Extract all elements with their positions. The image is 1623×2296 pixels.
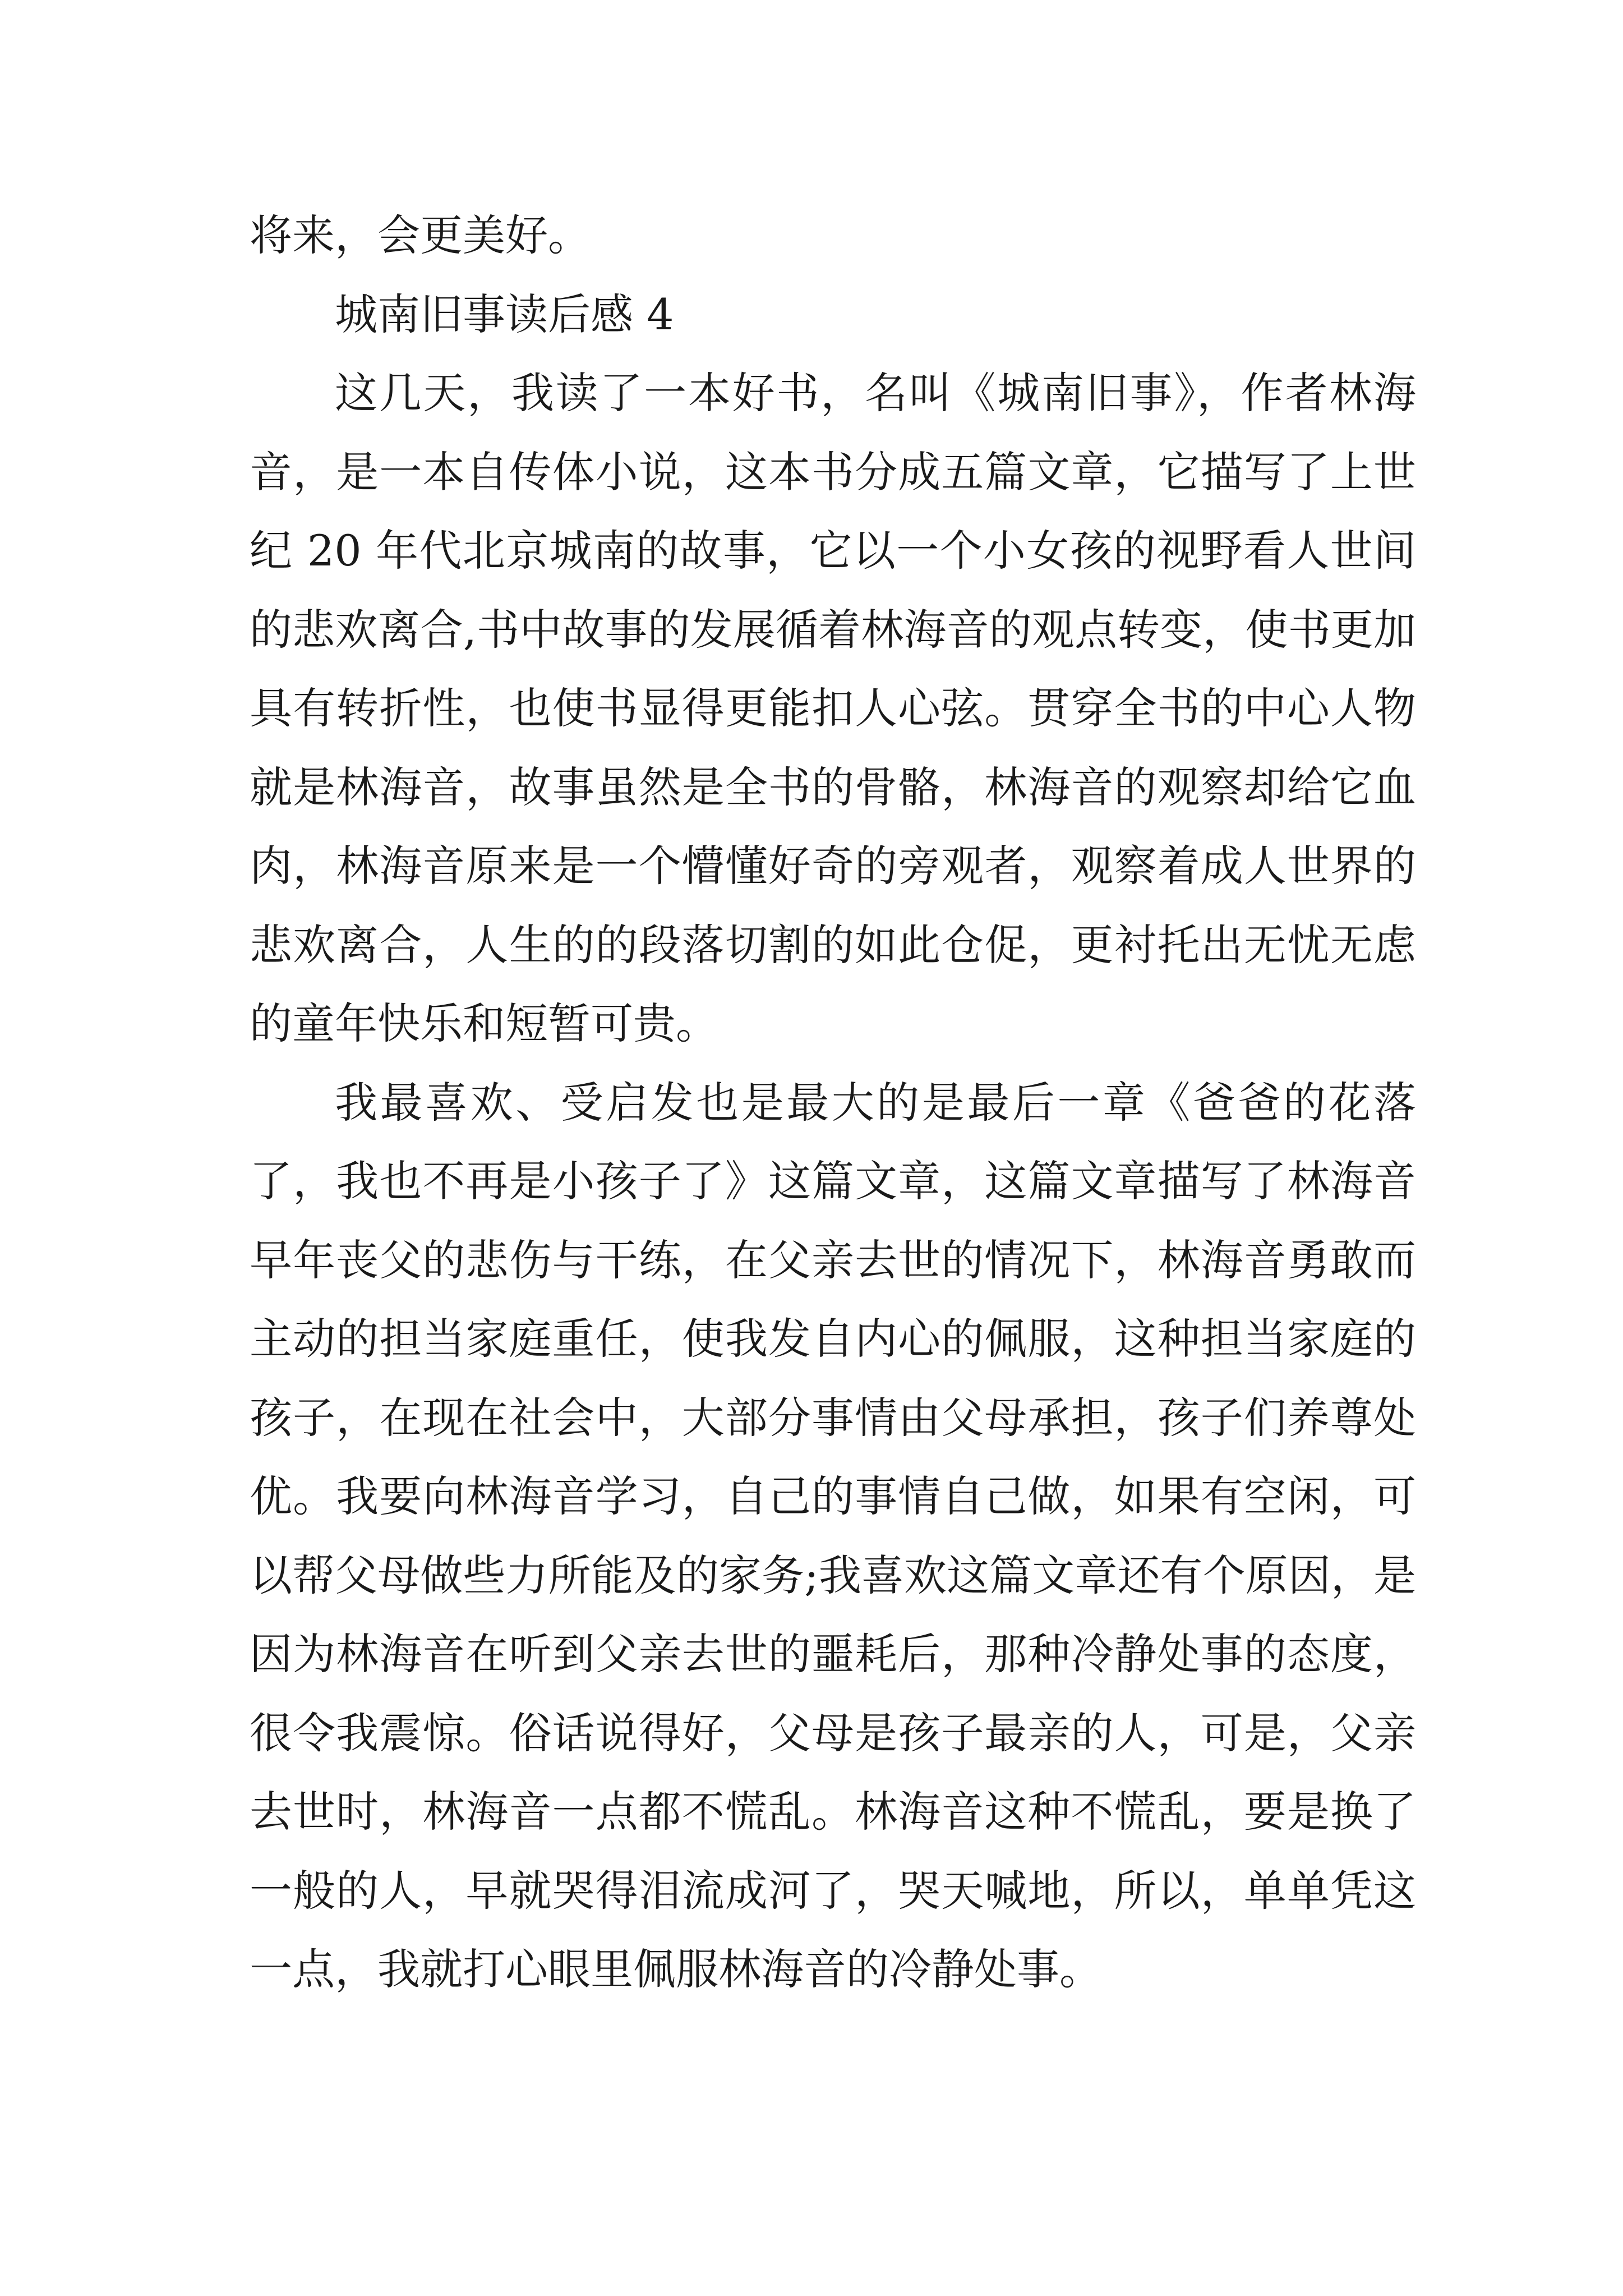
continuation-line: 将来，会更美好。 [250, 210, 591, 260]
paragraph-1: 这几天，我读了一本好书，名叫《城南旧事》，作者林海音，是一本自传体小说，这本书分成五篇文章，它描写了上世纪 20 年代北京城南的故事，它以一个小女孩的视野看人世间的悲欢离合,书中故事的发展循着林海音的观点转变，使书更加具有转折性，也使书显得更能扣人心弦。贯穿全书的中心人物就是林海音，故事虽然是全书的骨骼，林海音的观察却给它血肉，林海音原来是一个懵懂好奇的旁观者，观察着成人世界的悲欢离合，人生的的段落切割的如此仓促，更衬托出无忧无虑的童年快乐和短暂可贵。 [250, 368, 1416, 1048]
document-body [250, 196, 1416, 2009]
section-heading: 城南旧事读后感 4 [335, 289, 674, 339]
paragraph-2: 我最喜欢、受启发也是最大的是最后一章《爸爸的花落了，我也不再是小孩子了》这篇文章，这篇文章描写了林海音早年丧父的悲伤与干练，在父亲去世的情况下，林海音勇敢而主动的担当家庭重任，使我发自内心的佩服，这种担当家庭的孩子，在现在社会中，大部分事情由父母承担，孩子们养尊处优。我要向林海音学习，自己的事情自己做，如果有空闲，可以帮父母做些力所能及的家务;我喜欢这篇文章还有个原因，是因为林海音在听到父亲去世的噩耗后，那种冷静处事的态度，很令我震惊。俗话说得好，父母是孩子最亲的人，可是，父亲去世时，林海音一点都不慌乱。林海音这种不慌乱，要是换了一般的人，早就哭得泪流成河了，哭天喊地，所以，单单凭这一点，我就打心眼里佩服林海音的冷静处事。 [250, 1077, 1416, 1994]
